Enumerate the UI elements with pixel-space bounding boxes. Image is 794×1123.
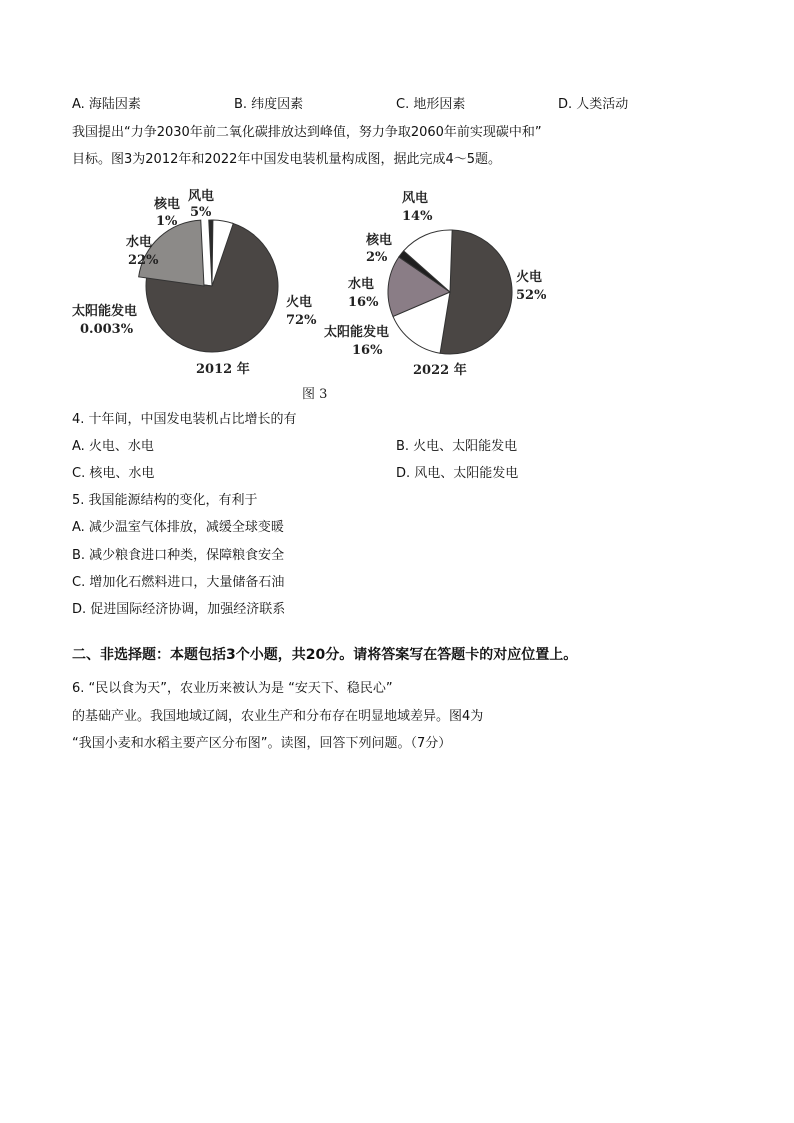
figure-3-pie-charts <box>66 184 546 404</box>
figure-caption: 图 3 <box>302 387 328 402</box>
q3-option-b: B. 纬度因素 <box>234 97 304 112</box>
q5-stem: 5. 我国能源结构的变化，有利于 <box>72 493 258 508</box>
q6-line-2: 的基础产业。我国地域辽阔，农业生产和分布存在明显地域差异。图4为 <box>72 709 484 724</box>
label-2022-solar-name: 太阳能发电 <box>324 325 390 340</box>
label-2022-solar-value: 16% <box>352 343 383 358</box>
label-2012-hydro-name: 水电 <box>126 235 153 250</box>
label-2012-nuclear-value: 1% <box>156 214 178 229</box>
q6-line-1: 6. “民以食为天”，农业历来被认为是 “安天下、稳民心” <box>72 681 393 696</box>
q3-option-c: C. 地形因素 <box>396 97 466 112</box>
q3-option-a: A. 海陆因素 <box>72 97 141 112</box>
label-2022-hydro-name: 水电 <box>348 277 375 292</box>
q6-line-3: “我国小麦和水稻主要产区分布图”。读图，回答下列问题。（7分） <box>72 736 452 751</box>
q4-option-b: B. 火电、太阳能发电 <box>396 439 518 454</box>
year-label-2012: 2012 年 <box>196 362 250 377</box>
q4-option-d: D. 风电、太阳能发电 <box>396 466 519 481</box>
label-2022-nuclear-name: 核电 <box>366 233 393 248</box>
label-2012-thermal-value: 72% <box>286 313 317 328</box>
label-2012-solar-name: 太阳能发电 <box>72 304 138 319</box>
pie-chart-2012 <box>139 220 278 352</box>
q3-option-d: D. 人类活动 <box>558 97 629 112</box>
q5-option-d: D. 促进国际经济协调，加强经济联系 <box>72 602 286 617</box>
q4-option-c: C. 核电、水电 <box>72 466 155 481</box>
q4-stem: 4. 十年间，中国发电装机占比增长的有 <box>72 412 297 427</box>
q5-option-b: B. 减少粮食进口种类，保障粮食安全 <box>72 548 285 563</box>
label-2012-thermal-name: 火电 <box>286 295 313 310</box>
q5-option-a: A. 减少温室气体排放，减缓全球变暖 <box>72 520 284 535</box>
label-2022-wind-name: 风电 <box>402 191 429 206</box>
label-2012-nuclear-name: 核电 <box>154 197 181 212</box>
intro-line-2: 目标。图3为2012年和2022年中国发电装机量构成图，据此完成4～5题。 <box>72 152 501 167</box>
label-2022-nuclear-value: 2% <box>366 250 388 265</box>
q4-option-a: A. 火电、水电 <box>72 439 154 454</box>
label-2022-wind-value: 14% <box>402 209 433 224</box>
q5-option-c: C. 增加化石燃料进口，大量储备石油 <box>72 575 285 590</box>
label-2012-solar-value: 0.003% <box>80 322 134 337</box>
label-2012-hydro-value: 22% <box>128 253 159 268</box>
pie-chart-2022 <box>388 230 512 354</box>
intro-line-1: 我国提出“力争2030年前二氧化碳排放达到峰值，努力争取2060年前实现碳中和” <box>72 125 542 140</box>
label-2022-thermal-name: 火电 <box>516 270 543 285</box>
label-2022-hydro-value: 16% <box>348 295 379 310</box>
label-2022-thermal-value: 52% <box>516 288 546 303</box>
year-label-2022: 2022 年 <box>413 363 467 378</box>
section-2-heading: 二、非选择题：本题包括3个小题，共20分。请将答案写在答题卡的对应位置上。 <box>72 647 578 663</box>
label-2012-wind-value: 5% <box>190 205 212 220</box>
label-2012-wind-name: 风电 <box>188 189 215 204</box>
